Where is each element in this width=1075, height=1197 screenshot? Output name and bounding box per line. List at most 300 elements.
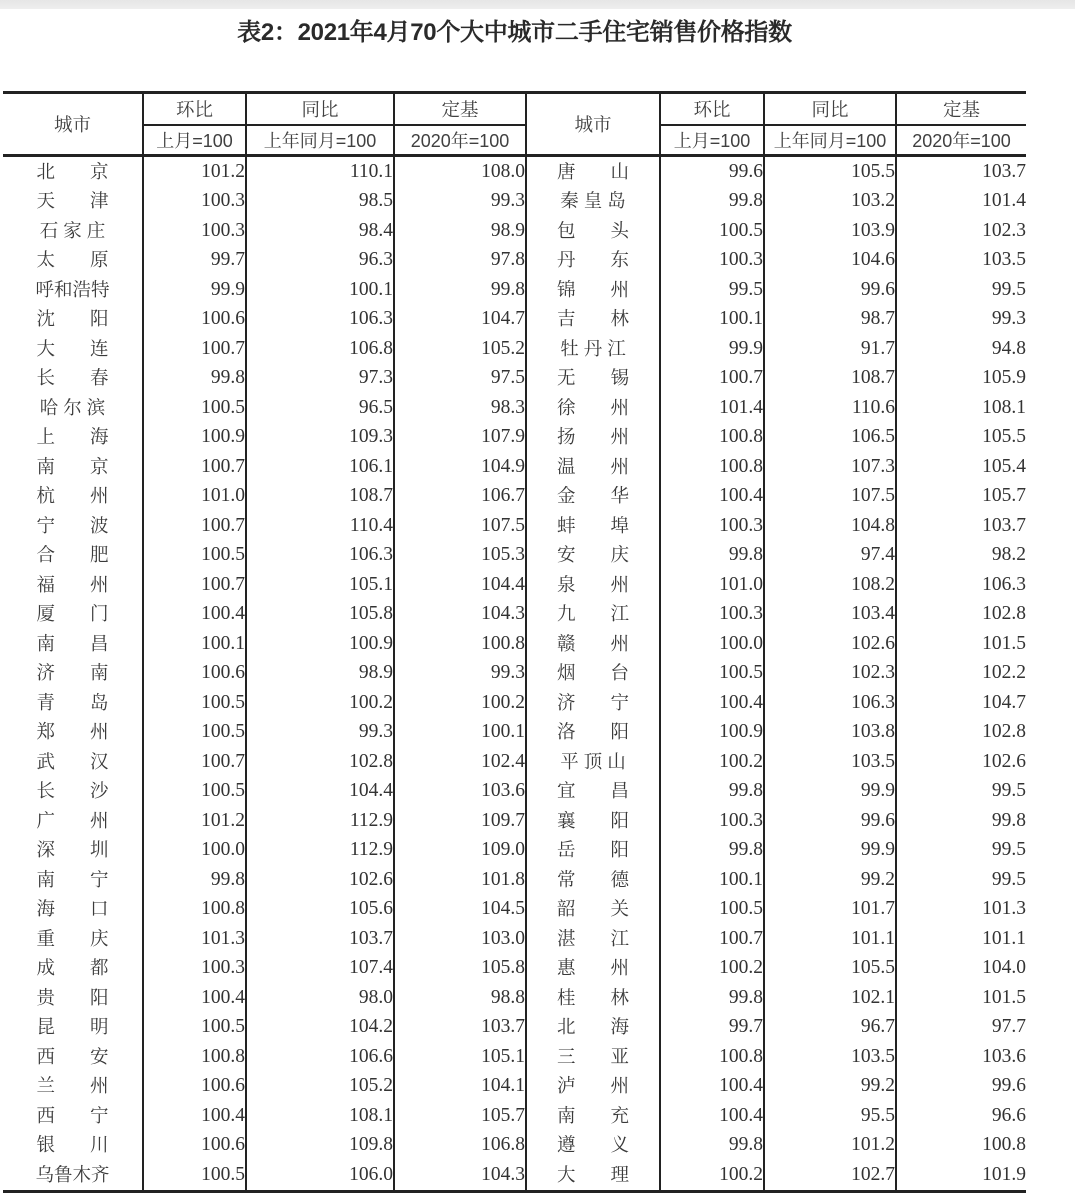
fixed-value-left: 102.4 (394, 747, 526, 777)
city-name: 包头 (556, 219, 664, 241)
city-cell-right (526, 334, 660, 364)
yoy-value-left: 99.3 (246, 718, 394, 748)
mom-value-left: 100.8 (143, 895, 246, 925)
fixed-value-right: 101.9 (896, 1160, 1026, 1191)
city-cell-right (526, 1072, 664, 1102)
city-name: 常德 (556, 868, 664, 890)
yoy-value-right: 99.2 (764, 865, 896, 895)
city-cell-right (526, 1101, 664, 1131)
fixed-value-left: 101.8 (394, 865, 526, 895)
fixed-value-left: 105.1 (394, 1042, 526, 1072)
fixed-value-left: 105.2 (394, 334, 526, 364)
fixed-value-right: 101.5 (896, 983, 1026, 1013)
city-cell-left (3, 659, 143, 689)
fixed-value-right: 101.1 (896, 924, 1026, 954)
fixed-value-left: 99.3 (394, 659, 526, 689)
fixed-value-left: 106.7 (394, 482, 526, 512)
mom-value-right: 99.8 (660, 1131, 764, 1161)
mom-value-left: 101.0 (143, 482, 246, 512)
fixed-value-right: 101.5 (896, 629, 1026, 659)
table-row (3, 747, 1026, 777)
yoy-value-right: 103.8 (764, 718, 896, 748)
yoy-value-right: 103.9 (764, 216, 896, 246)
fixed-value-left: 107.9 (394, 423, 526, 453)
fixed-value-left: 100.2 (394, 688, 526, 718)
city-cell-right (526, 659, 664, 689)
mom-value-right: 100.0 (660, 629, 764, 659)
yoy-value-right: 97.4 (764, 541, 896, 571)
fixed-value-right: 102.6 (896, 747, 1026, 777)
fixed-value-right: 101.3 (896, 895, 1026, 925)
yoy-value-right: 105.5 (764, 156, 896, 187)
mom-value-left: 100.7 (143, 334, 246, 364)
city-name: 泸州 (556, 1075, 664, 1097)
mom-value-left: 100.5 (143, 688, 246, 718)
mom-value-right: 100.4 (660, 688, 764, 718)
fixed-value-left: 100.1 (394, 718, 526, 748)
table-row (3, 541, 1026, 571)
yoy-value-left: 106.3 (246, 305, 394, 335)
mom-value-right: 99.8 (660, 983, 764, 1013)
city-name: 三亚 (556, 1045, 664, 1067)
fixed-value-right: 99.5 (896, 836, 1026, 866)
table-row (3, 156, 1026, 187)
city-cell-left (3, 629, 143, 659)
yoy-value-right: 102.7 (764, 1160, 896, 1191)
city-cell-right (526, 688, 664, 718)
yoy-value-left: 96.3 (246, 246, 394, 276)
city-cell-left (3, 305, 143, 335)
city-cell-right (526, 393, 664, 423)
city-name: 厦门 (36, 603, 144, 625)
mom-value-right: 100.4 (660, 1101, 764, 1131)
header-fixed-base-right: 2020年=100 (896, 125, 1026, 156)
fixed-value-left: 99.8 (394, 275, 526, 305)
city-name: 重庆 (36, 927, 144, 949)
city-name: 石家庄 (39, 219, 111, 241)
mom-value-right: 100.4 (660, 1072, 764, 1102)
yoy-value-left: 104.4 (246, 777, 394, 807)
mom-value-left: 99.8 (143, 364, 246, 394)
table-row (3, 305, 1026, 335)
yoy-value-left: 106.1 (246, 452, 394, 482)
city-name: 兰州 (36, 1075, 144, 1097)
header-mom-base-right: 上月=100 (660, 125, 764, 156)
table-row (3, 806, 1026, 836)
table-header (3, 93, 1026, 156)
mom-value-right: 100.3 (660, 600, 764, 630)
yoy-value-left: 102.8 (246, 747, 394, 777)
mom-value-left: 100.4 (143, 1101, 246, 1131)
fixed-value-right: 96.6 (896, 1101, 1026, 1131)
mom-value-right: 100.4 (660, 482, 764, 512)
table-row (3, 688, 1026, 718)
fixed-value-right: 104.7 (896, 688, 1026, 718)
city-cell-right (526, 718, 664, 748)
mom-value-left: 100.3 (143, 187, 246, 217)
mom-value-left: 100.7 (143, 747, 246, 777)
city-name: 昆明 (36, 1016, 144, 1038)
yoy-value-left: 108.1 (246, 1101, 394, 1131)
yoy-value-right: 91.7 (764, 334, 896, 364)
mom-value-right: 100.5 (660, 659, 764, 689)
yoy-value-left: 105.6 (246, 895, 394, 925)
table-row (3, 983, 1026, 1013)
mom-value-right: 100.8 (660, 423, 764, 453)
mom-value-left: 100.0 (143, 836, 246, 866)
page-title: 表2：2021年4月70个大中城市二手住宅销售价格指数 (237, 19, 792, 46)
yoy-value-left: 102.6 (246, 865, 394, 895)
table-row (3, 364, 1026, 394)
mom-value-right: 100.7 (660, 364, 764, 394)
yoy-value-left: 106.8 (246, 334, 394, 364)
city-cell-left (3, 187, 143, 217)
city-name: 赣州 (556, 632, 664, 654)
yoy-value-right: 102.3 (764, 659, 896, 689)
city-cell-left (3, 452, 143, 482)
city-name: 长春 (36, 367, 144, 389)
fixed-value-left: 104.5 (394, 895, 526, 925)
city-cell-left (3, 334, 143, 364)
city-cell-left (3, 393, 143, 423)
mom-value-left: 100.5 (143, 1013, 246, 1043)
city-cell-left (3, 600, 143, 630)
fixed-value-left: 104.4 (394, 570, 526, 600)
fixed-value-right: 104.0 (896, 954, 1026, 984)
fixed-value-right: 103.5 (896, 246, 1026, 276)
header-mom-right: 环比 (660, 93, 764, 126)
city-cell-left (3, 364, 143, 394)
city-cell-left (3, 541, 143, 571)
city-name: 长沙 (36, 780, 144, 802)
city-cell-left (3, 275, 143, 305)
yoy-value-left: 106.3 (246, 541, 394, 571)
mom-value-left: 99.8 (143, 865, 246, 895)
city-name: 南昌 (36, 632, 144, 654)
table-row (3, 511, 1026, 541)
city-name: 南京 (36, 455, 144, 477)
fixed-value-right: 99.5 (896, 275, 1026, 305)
header-fixed-base-left: 2020年=100 (394, 125, 526, 156)
fixed-value-left: 104.3 (394, 600, 526, 630)
fixed-value-right: 99.3 (896, 305, 1026, 335)
table-row (3, 865, 1026, 895)
mom-value-left: 100.5 (143, 541, 246, 571)
yoy-value-left: 108.7 (246, 482, 394, 512)
city-cell-right (526, 924, 664, 954)
yoy-value-right: 107.3 (764, 452, 896, 482)
yoy-value-right: 101.2 (764, 1131, 896, 1161)
fixed-value-right: 103.6 (896, 1042, 1026, 1072)
yoy-value-right: 110.6 (764, 393, 896, 423)
fixed-value-left: 97.5 (394, 364, 526, 394)
table-row (3, 334, 1026, 364)
mom-value-left: 100.7 (143, 570, 246, 600)
yoy-value-right: 103.5 (764, 1042, 896, 1072)
yoy-value-right: 103.5 (764, 747, 896, 777)
yoy-value-right: 99.6 (764, 806, 896, 836)
yoy-value-left: 98.4 (246, 216, 394, 246)
fixed-value-left: 104.3 (394, 1160, 526, 1191)
city-cell-right (526, 452, 664, 482)
city-cell-right (526, 954, 664, 984)
header-mom-left: 环比 (143, 93, 246, 126)
yoy-value-left: 97.3 (246, 364, 394, 394)
table-row (3, 954, 1026, 984)
city-name: 襄阳 (556, 809, 664, 831)
mom-value-left: 100.5 (143, 718, 246, 748)
mom-value-right: 100.3 (660, 806, 764, 836)
mom-value-left: 100.9 (143, 423, 246, 453)
mom-value-right: 100.9 (660, 718, 764, 748)
mom-value-right: 99.8 (660, 777, 764, 807)
fixed-value-left: 107.5 (394, 511, 526, 541)
city-name: 金华 (556, 485, 664, 507)
city-name: 呼和浩特 (35, 278, 110, 300)
yoy-value-left: 98.5 (246, 187, 394, 217)
yoy-value-left: 100.9 (246, 629, 394, 659)
fixed-value-left: 99.3 (394, 187, 526, 217)
city-name: 南充 (556, 1104, 664, 1126)
yoy-value-left: 105.2 (246, 1072, 394, 1102)
fixed-value-right: 103.7 (896, 511, 1026, 541)
mom-value-right: 100.2 (660, 747, 764, 777)
city-name: 蚌埠 (556, 514, 664, 536)
fixed-value-left: 98.3 (394, 393, 526, 423)
mom-value-left: 101.3 (143, 924, 246, 954)
yoy-value-left: 98.0 (246, 983, 394, 1013)
fixed-value-left: 100.8 (394, 629, 526, 659)
yoy-value-right: 104.6 (764, 246, 896, 276)
city-name: 惠州 (556, 957, 664, 979)
fixed-value-left: 103.6 (394, 777, 526, 807)
city-cell-right (526, 1042, 664, 1072)
table-row (3, 423, 1026, 453)
fixed-value-left: 106.8 (394, 1131, 526, 1161)
mom-value-right: 100.3 (660, 511, 764, 541)
city-name: 徐州 (556, 396, 664, 418)
fixed-value-left: 105.3 (394, 541, 526, 571)
city-cell-right (526, 1013, 664, 1043)
mom-value-left: 100.7 (143, 452, 246, 482)
city-name: 乌鲁木齐 (35, 1163, 110, 1185)
city-cell-left (3, 954, 143, 984)
city-cell-right (526, 600, 664, 630)
table-row (3, 216, 1026, 246)
city-cell-right (526, 305, 664, 335)
city-cell-left (3, 983, 143, 1013)
city-cell-right (526, 865, 664, 895)
mom-value-left: 100.8 (143, 1042, 246, 1072)
mom-value-right: 100.8 (660, 452, 764, 482)
mom-value-right: 99.7 (660, 1013, 764, 1043)
price-index-table (3, 91, 1026, 1193)
fixed-value-left: 97.8 (394, 246, 526, 276)
mom-value-left: 100.3 (143, 954, 246, 984)
city-cell-left (3, 570, 143, 600)
yoy-value-right: 96.7 (764, 1013, 896, 1043)
yoy-value-left: 100.2 (246, 688, 394, 718)
yoy-value-left: 109.8 (246, 1131, 394, 1161)
city-name: 青岛 (36, 691, 144, 713)
city-name: 哈尔滨 (39, 396, 111, 418)
city-cell-right (526, 156, 664, 187)
fixed-value-left: 98.8 (394, 983, 526, 1013)
city-cell-right (526, 747, 660, 777)
city-name: 大理 (556, 1163, 664, 1185)
city-name: 郑州 (36, 721, 144, 743)
fixed-value-right: 97.7 (896, 1013, 1026, 1043)
table-row (3, 246, 1026, 276)
fixed-value-left: 105.8 (394, 954, 526, 984)
header-mom-base-left: 上月=100 (143, 125, 246, 156)
mom-value-left: 100.4 (143, 983, 246, 1013)
fixed-value-right: 105.4 (896, 452, 1026, 482)
city-cell-right (526, 1131, 664, 1161)
city-name: 锦州 (556, 278, 664, 300)
city-name: 牡丹江 (560, 337, 631, 359)
mom-value-right: 100.1 (660, 865, 764, 895)
mom-value-right: 99.6 (660, 156, 764, 187)
yoy-value-right: 99.6 (764, 275, 896, 305)
city-name: 韶关 (556, 898, 664, 920)
fixed-value-left: 103.7 (394, 1013, 526, 1043)
header-row-labels (3, 93, 1026, 126)
yoy-value-right: 104.8 (764, 511, 896, 541)
fixed-value-left: 104.1 (394, 1072, 526, 1102)
city-name: 无锡 (556, 367, 664, 389)
fixed-value-right: 102.8 (896, 600, 1026, 630)
city-name: 宜昌 (556, 780, 664, 802)
fixed-value-left: 109.7 (394, 806, 526, 836)
table-row (3, 1072, 1026, 1102)
city-cell-right (526, 836, 664, 866)
table-row (3, 570, 1026, 600)
mom-value-left: 100.5 (143, 777, 246, 807)
header-city-left: 城市 (3, 93, 143, 156)
mom-value-left: 100.6 (143, 305, 246, 335)
city-name: 桂林 (556, 986, 664, 1008)
city-name: 吉林 (556, 308, 664, 330)
city-cell-right (526, 777, 664, 807)
mom-value-right: 100.7 (660, 924, 764, 954)
yoy-value-left: 100.1 (246, 275, 394, 305)
yoy-value-right: 99.2 (764, 1072, 896, 1102)
table-row (3, 1013, 1026, 1043)
city-name: 温州 (556, 455, 664, 477)
city-cell-left (3, 924, 143, 954)
city-cell-left (3, 156, 143, 187)
header-city-right: 城市 (526, 93, 660, 156)
yoy-value-right: 95.5 (764, 1101, 896, 1131)
mom-value-right: 99.8 (660, 541, 764, 571)
city-cell-right (526, 187, 660, 217)
fixed-value-left: 104.7 (394, 305, 526, 335)
mom-value-right: 99.8 (660, 836, 764, 866)
header-yoy-base-left: 上年同月=100 (246, 125, 394, 156)
city-cell-right (526, 895, 664, 925)
fixed-value-right: 102.2 (896, 659, 1026, 689)
mom-value-right: 100.5 (660, 216, 764, 246)
mom-value-right: 100.5 (660, 895, 764, 925)
city-cell-right (526, 275, 664, 305)
city-name: 九江 (556, 603, 664, 625)
city-name: 秦皇岛 (560, 190, 631, 212)
city-cell-left (3, 1160, 143, 1191)
mom-value-left: 101.2 (143, 806, 246, 836)
city-name: 泉州 (556, 573, 664, 595)
table-row (3, 718, 1026, 748)
table-row (3, 836, 1026, 866)
yoy-value-right: 106.3 (764, 688, 896, 718)
city-cell-left (3, 1072, 143, 1102)
city-cell-left (3, 1101, 143, 1131)
yoy-value-left: 112.9 (246, 806, 394, 836)
fixed-value-right: 106.3 (896, 570, 1026, 600)
city-name: 上海 (36, 426, 144, 448)
yoy-value-left: 106.6 (246, 1042, 394, 1072)
fixed-value-right: 99.8 (896, 806, 1026, 836)
city-name: 北海 (556, 1016, 664, 1038)
city-cell-right (526, 216, 664, 246)
table-row (3, 393, 1026, 423)
city-name: 丹东 (556, 249, 664, 271)
mom-value-left: 100.5 (143, 1160, 246, 1191)
table-row (3, 187, 1026, 217)
table-row (3, 777, 1026, 807)
yoy-value-left: 110.1 (246, 156, 394, 187)
yoy-value-right: 101.1 (764, 924, 896, 954)
city-cell-left (3, 865, 143, 895)
mom-value-left: 100.6 (143, 659, 246, 689)
yoy-value-right: 98.7 (764, 305, 896, 335)
city-cell-left (3, 216, 143, 246)
city-name: 烟台 (556, 662, 664, 684)
yoy-value-left: 112.9 (246, 836, 394, 866)
yoy-value-right: 108.2 (764, 570, 896, 600)
city-cell-right (526, 482, 664, 512)
fixed-value-right: 103.7 (896, 156, 1026, 187)
table-row (3, 452, 1026, 482)
city-cell-left (3, 747, 143, 777)
city-name: 西安 (36, 1045, 144, 1067)
fixed-value-right: 101.4 (896, 187, 1026, 217)
mom-value-right: 100.1 (660, 305, 764, 335)
mom-value-left: 101.2 (143, 156, 246, 187)
fixed-value-right: 105.5 (896, 423, 1026, 453)
city-name: 成都 (36, 957, 144, 979)
table-row (3, 275, 1026, 305)
header-fixed-left: 定基 (394, 93, 526, 126)
city-name: 西宁 (36, 1104, 144, 1126)
yoy-value-left: 96.5 (246, 393, 394, 423)
city-name: 海口 (36, 898, 144, 920)
yoy-value-right: 102.1 (764, 983, 896, 1013)
city-name: 大连 (36, 337, 144, 359)
city-name: 济宁 (556, 691, 664, 713)
header-row-bases (3, 125, 1026, 156)
city-name: 宁波 (36, 514, 144, 536)
city-cell-left (3, 1131, 143, 1161)
mom-value-left: 99.7 (143, 246, 246, 276)
mom-value-left: 100.6 (143, 1072, 246, 1102)
fixed-value-right: 105.9 (896, 364, 1026, 394)
mom-value-left: 100.1 (143, 629, 246, 659)
city-name: 杭州 (36, 485, 144, 507)
yoy-value-left: 105.8 (246, 600, 394, 630)
yoy-value-left: 106.0 (246, 1160, 394, 1191)
mom-value-right: 99.8 (660, 187, 764, 217)
